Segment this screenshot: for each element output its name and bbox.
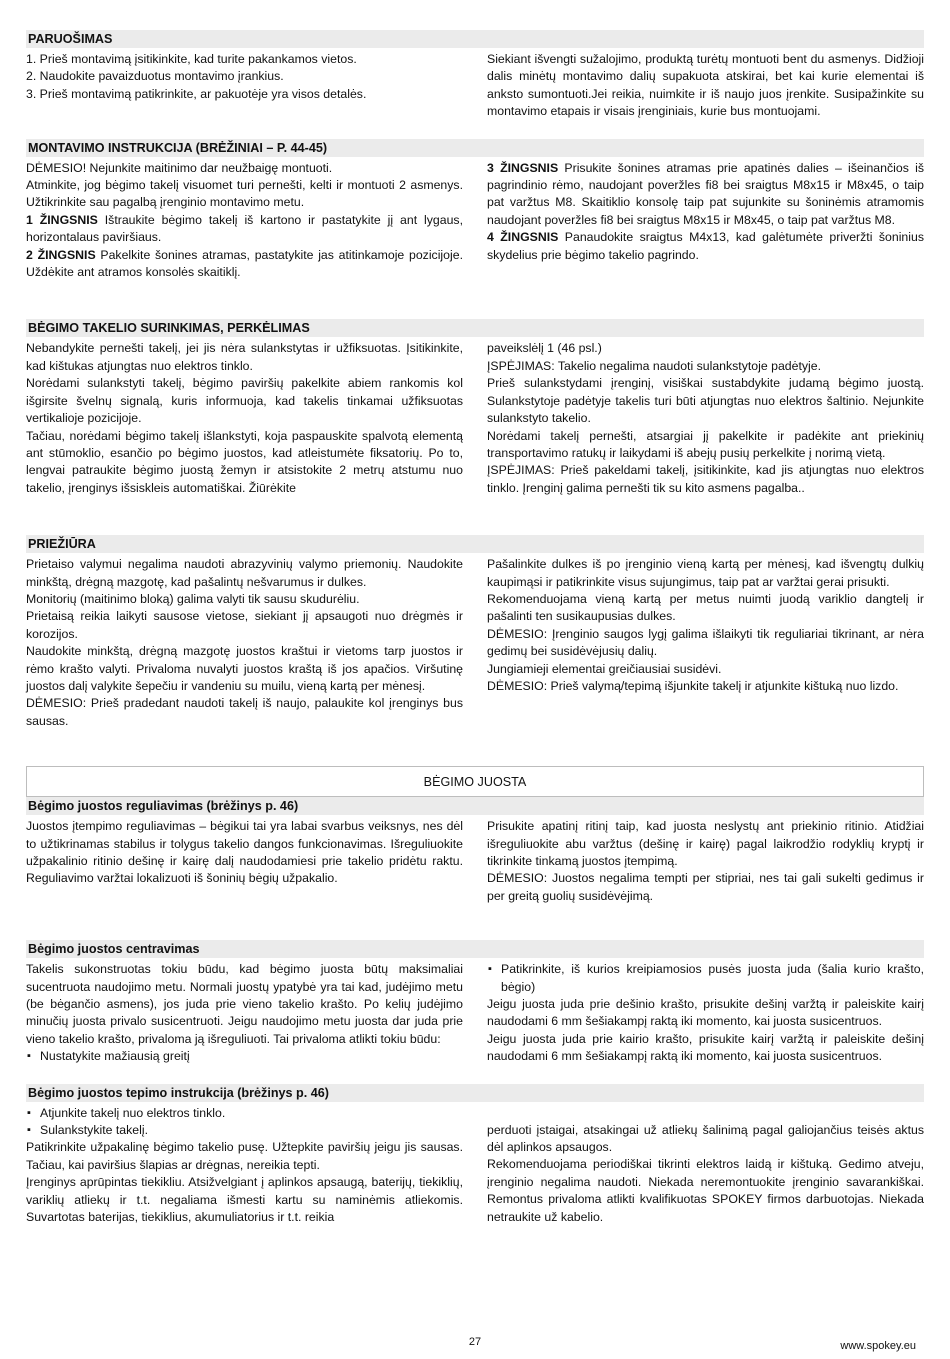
paragraph: Naudokite minkštą, drėgną mazgotę juostos kraštui ir vietoms tarp juostos ir rėmo krašto valyti. Privaloma nuvalyti juostos kraštą iš jos apačios. Viršutinę juostos dalį valykite šepečiu ir vandeniu su muilu, vieną kartą per mėnesį. bbox=[26, 644, 463, 693]
paragraph: Jungiamieji elementai greičiausiai susidėvi. bbox=[487, 661, 722, 676]
paragraph bbox=[26, 212, 463, 247]
section-heading-belt-lubrication: Bėgimo juostos tepimo instrukcija (brėžinys p. 46) bbox=[26, 1084, 924, 1102]
bullet-list bbox=[26, 1105, 463, 1140]
paragraph bbox=[26, 247, 463, 282]
paragraph: DĖMESIO: Juostos negalima tempti per stipriai, nes tai gali sukelti gedimus ir per greitą guolių susidėvėjimą. bbox=[487, 871, 924, 903]
paragraph: Monitorių (maitinimo bloką) galima valyti tik sausu skudurėliu. bbox=[26, 591, 360, 606]
paragraph: Prieš sulankstydami įrenginį, visiškai sustabdykite judamą bėgimo juostą. Sulankstytoje padėtyje takelis turi būti atjungtas nuo elektros šaltinio. Nejunkite sulankstyto takelio. bbox=[487, 376, 924, 426]
section-heading-folding: BĖGIMO TAKELIO SURINKIMAS, PERKĖLIMAS bbox=[26, 319, 924, 337]
belt-centering-left-column bbox=[26, 961, 463, 1065]
paragraph: Norėdami sulankstyti takelį, bėgimo paviršių pakelkite abiem rankomis kol išgirsite švelnų signalą, kuris informuoja, kad takelis tinkamai užfiksuotas vertikalioje pozicijoje. bbox=[26, 376, 463, 426]
paragraph: Takelis sukonstruotas tokiu būdu, kad bėgimo juosta būtų maksimaliai sucentruota naudojimo metu. Normali juostų ypatybė yra tai kad, judėjimo metu (be bėgančio asmens), jos juda prie vieno takelio krašto. Po kelių judėjimo minučių juosta privalo susicentruoti. Jeigu naudojimo metu juosta dar juda prie vieno takelio krašto, privaloma ją išreguliuoti. Tai privaloma atlikti tokiu būdu: bbox=[26, 962, 463, 1046]
paragraph bbox=[487, 160, 924, 230]
section-heading-maintenance: PRIEŽIŪRA bbox=[26, 535, 924, 553]
section-heading-belt-adjustment: Bėgimo juostos reguliavimas (brėžinys p. 46) bbox=[26, 797, 924, 815]
step-text: Ištraukite bėgimo takelį iš kartono ir pastatykite jį ant lygaus, horizontalaus paviršiaus. bbox=[26, 212, 463, 245]
belt-centering-right-column bbox=[487, 961, 924, 1065]
paragraph: Įrenginys aprūpintas tiekikliu. Atsižvelgiant į aplinkos apsaugą, baterijų, tiekiklių, variklių atliekų ir t.t. negaliama išmesti kartu su naminėmis atliekomis. Suvartotas baterijas, tiekiklius, akumuliatorius ir t.t. reikia bbox=[26, 1175, 463, 1225]
paragraph: paveikslėlį 1 (46 psl.) bbox=[487, 341, 602, 356]
paragraph: 3. Prieš montavimą patikrinkite, ar pakuotėje yra visos detalės. bbox=[26, 86, 367, 101]
page-number: 27 bbox=[468, 1336, 482, 1348]
belt-adjustment-right-column bbox=[487, 818, 924, 905]
paragraph: Norėdami takelį pernešti, atsargiai jį pakelkite ir padėkite ant priekinių transportavimo ratukų ir laikydami iš abejų pusių perkelkite į norimą vietą. bbox=[487, 428, 924, 460]
website-link: www.spokey.eu bbox=[840, 1340, 916, 1352]
preparation-right-column bbox=[487, 51, 924, 121]
paragraph: Juostos įtempimo reguliavimas – bėgikui tai yra labai svarbus veiksnys, nes dėl to užtikrinamas stabilus ir tolygus takelio dangos funkcionavimas. Išreguliuokite užpakalinio ritinio dešinę ir kairę dalį naudodamiesi prie takelio pridėtu raktu. Reguliavimo varžtai lokalizuoti iš šoninių bėgių užpakalio. bbox=[26, 819, 463, 886]
paragraph: Prisukite apatinį ritinį taip, kad juosta neslystų ant priekinio ritinio. Atidžiai išreguliuokite abu varžtus (dešinę ir kairę) pagal laikrodžio rodyklių kryptį ir tikrinkite tinkamą juostos įtempimą. bbox=[487, 819, 924, 868]
bullet-list bbox=[487, 961, 924, 996]
paragraph: DĖMESIO: Prieš valymą/tepimą išjunkite takelį ir atjunkite kištuką nuo lizdo. bbox=[487, 678, 899, 693]
paragraph: Atminkite, jog bėgimo takelį visuomet turi pernešti, kelti ir montuoti 2 asmenys. Užtikrinkite sau pagalbą įrenginio montavimo metu. bbox=[26, 178, 463, 210]
list-item: ▪ Atjunkite takelį nuo elektros tinklo. bbox=[40, 1105, 463, 1122]
folding-left-column bbox=[26, 340, 463, 497]
paragraph: Nebandykite pernešti takelį, jei jis nėra sulankstytas ir užfiksuotas. Įsitikinkite, kad kištukas atjungtas nuo elektros tinklo. bbox=[26, 341, 463, 373]
list-item: ▪ Patikrinkite, iš kurios kreipiamosios pusės juosta juda (šalia kurio krašto, bėgio) bbox=[501, 961, 924, 996]
bullet-list bbox=[26, 1048, 463, 1065]
preparation-left-column bbox=[26, 51, 463, 121]
step-label: 3 ŽINGSNIS bbox=[487, 160, 559, 175]
paragraph: Rekomenduojama periodiškai tikrinti elektros laidą ir kištuką. Gedimo atveju, įrenginio negalima naudoti. Niekada neremontuokite įrenginio savarankiškai. Remontus privaloma atlikti kvalifikuotas SPOKEY firmos darbuotojas. Niekada netraukite už kabelio. bbox=[487, 1157, 924, 1224]
paragraph: 1. Prieš montavimą įsitikinkite, kad turite pakankamos vietos. bbox=[26, 52, 357, 66]
paragraph: 2. Naudokite pavaizduotus montavimo įrankius. bbox=[26, 69, 284, 84]
paragraph: Pašalinkite dulkes iš po įrenginio vieną kartą per mėnesį, kad išvengtų dulkių kaupimąsi ir patikrinkite visus sujungimus, taip pat ar varžtai gerai prisukti. bbox=[487, 557, 924, 589]
step-text: Pakelkite šonines atramas, pastatykite jas atitinkamoje pozicijoje. Uždėkite ant atramos konsolės skaitiklį. bbox=[26, 247, 463, 280]
maintenance-right-column bbox=[487, 556, 924, 730]
paragraph: Prietaisą reikia laikyti sausose vietose, siekiant jį apsaugoti nuo drėgmės ir korozijos. bbox=[26, 609, 463, 641]
paragraph: ĮSPĖJIMAS: Takelio negalima naudoti sulankstytoje padėtyje. bbox=[487, 358, 822, 373]
paragraph: Prietaiso valymui negalima naudoti abrazyvinių valymo priemonių. Naudokite minkštą, drėgną mazgotę, kad pašalintų nešvarumus ir dulkes. bbox=[26, 557, 463, 589]
belt-adjustment-left-column bbox=[26, 818, 463, 905]
section-heading-assembly: MONTAVIMO INSTRUKCIJA (BRĖŽINIAI – P. 44-45) bbox=[26, 139, 924, 157]
assembly-left-column bbox=[26, 160, 463, 282]
running-belt-title: BĖGIMO JUOSTA bbox=[26, 766, 924, 797]
paragraph: Tačiau, norėdami bėgimo takelį išlankstyti, koja paspauskite spalvotą elementą ant stūmoklio, esančio po bėgimo juostos, kad atleistumėte fiksatorių. Po to, lengvai patraukite bėgimo juostą žemyn ir atsistokite 2 metrų atstumu nuo takelio, įrenginys išsiskleis automatiškai. Žiūrėkite bbox=[26, 428, 463, 495]
step-label: 1 ŽINGSNIS bbox=[26, 212, 98, 227]
paragraph: perduoti įstaigai, atsakingai už atliekų šalinimą pagal galiojančius teisės aktus dėl aplinkos apsaugos. bbox=[487, 1122, 924, 1155]
assembly-right-column bbox=[487, 160, 924, 282]
list-item: ▪ Sulankstykite takelį. bbox=[40, 1122, 463, 1139]
paragraph: Jeigu juosta juda prie kairio krašto, prisukite kairį varžtą ir paleiskite dešinį naudodami 6 mm šešiakampį raktą iki momento, kai juosta susicentruos. bbox=[487, 1031, 924, 1064]
paragraph: Rekomenduojama vieną kartą per metus nuimti juodą variklio dangtelį ir pašalinti ten susikaupusias dulkes. bbox=[487, 591, 924, 624]
step-label: 2 ŽINGSNIS bbox=[26, 247, 96, 262]
paragraph: Patikrinkite užpakalinę bėgimo takelio pusę. Užtepkite paviršių jeigu jis sausas. Tačiau, kai paviršius šlapias ar drėgnas, nereikia tepti. bbox=[26, 1140, 463, 1172]
step-text: Panaudokite sraigtus M4x13, kad galėtumėte priveržti šoninius skydelius prie bėgimo takelio pagrindo. bbox=[487, 230, 924, 262]
step-text: Prisukite šonines atramas prie apatinės dalies – išeinančios iš pagrindinio rėmo, naudojant poveržles fi8 bei sraigtus M8x15 ir M8x45, o taip pat varžtus M8. Skaitiklio konsolę taip pat sujunkite su šoninėmis atramomis naudojant poveržles fi8 bei sraigtus M8x15 ir M8x45, o taip pat varžtus M8. bbox=[487, 160, 924, 227]
paragraph: DĖMESIO: Prieš pradedant naudoti takelį iš naujo, palaukite kol įrenginys bus sausas. bbox=[26, 696, 463, 728]
document-page bbox=[26, 30, 924, 1227]
section-heading-preparation: PARUOŠIMAS bbox=[26, 30, 924, 48]
paragraph: DĖMESIO! Nejunkite maitinimo dar neužbaigę montuoti. bbox=[26, 160, 333, 175]
folding-right-column bbox=[487, 340, 924, 497]
step-label: 4 ŽINGSNIS bbox=[487, 230, 559, 245]
paragraph: DĖMESIO: Įrenginio saugos lygį galima išlaikyti tik reguliariai tikrinant, ar nėra gedimų bei susidėvėjusių dalių. bbox=[487, 626, 924, 659]
belt-lubrication-left-column bbox=[26, 1105, 463, 1227]
maintenance-left-column bbox=[26, 556, 463, 730]
paragraph: Jeigu juosta juda prie dešinio krašto, prisukite dešinį varžtą ir paleiskite kairį naudodami 6 mm šešiakampį raktą iki momento, kai juosta susicentruos. bbox=[487, 997, 924, 1029]
belt-lubrication-right-column bbox=[487, 1105, 924, 1227]
list-item: ▪ Nustatykite mažiausią greitį bbox=[40, 1048, 463, 1065]
paragraph: ĮSPĖJIMAS: Prieš pakeldami takelį, įsitikinkite, kad jis atjungtas nuo elektros tinklo. Įrenginį galima pernešti tik su kito asmens pagalba.. bbox=[487, 463, 924, 495]
paragraph: Siekiant išvengti sužalojimo, produktą turėtų montuoti bent du asmenys. Didžioji dalis minėtų montavimo dalių supakuota atskirai, bet kai kurie elementai iš anksto sumontuoti.Jei reikia, nuimkite ir iš naujo juos įrenkite. Susipažinkite su montavimo etapais ir visais įrenginiais, kurie bus montuojami. bbox=[487, 52, 924, 119]
section-heading-belt-centering: Bėgimo juostos centravimas bbox=[26, 940, 924, 958]
paragraph bbox=[487, 229, 924, 264]
